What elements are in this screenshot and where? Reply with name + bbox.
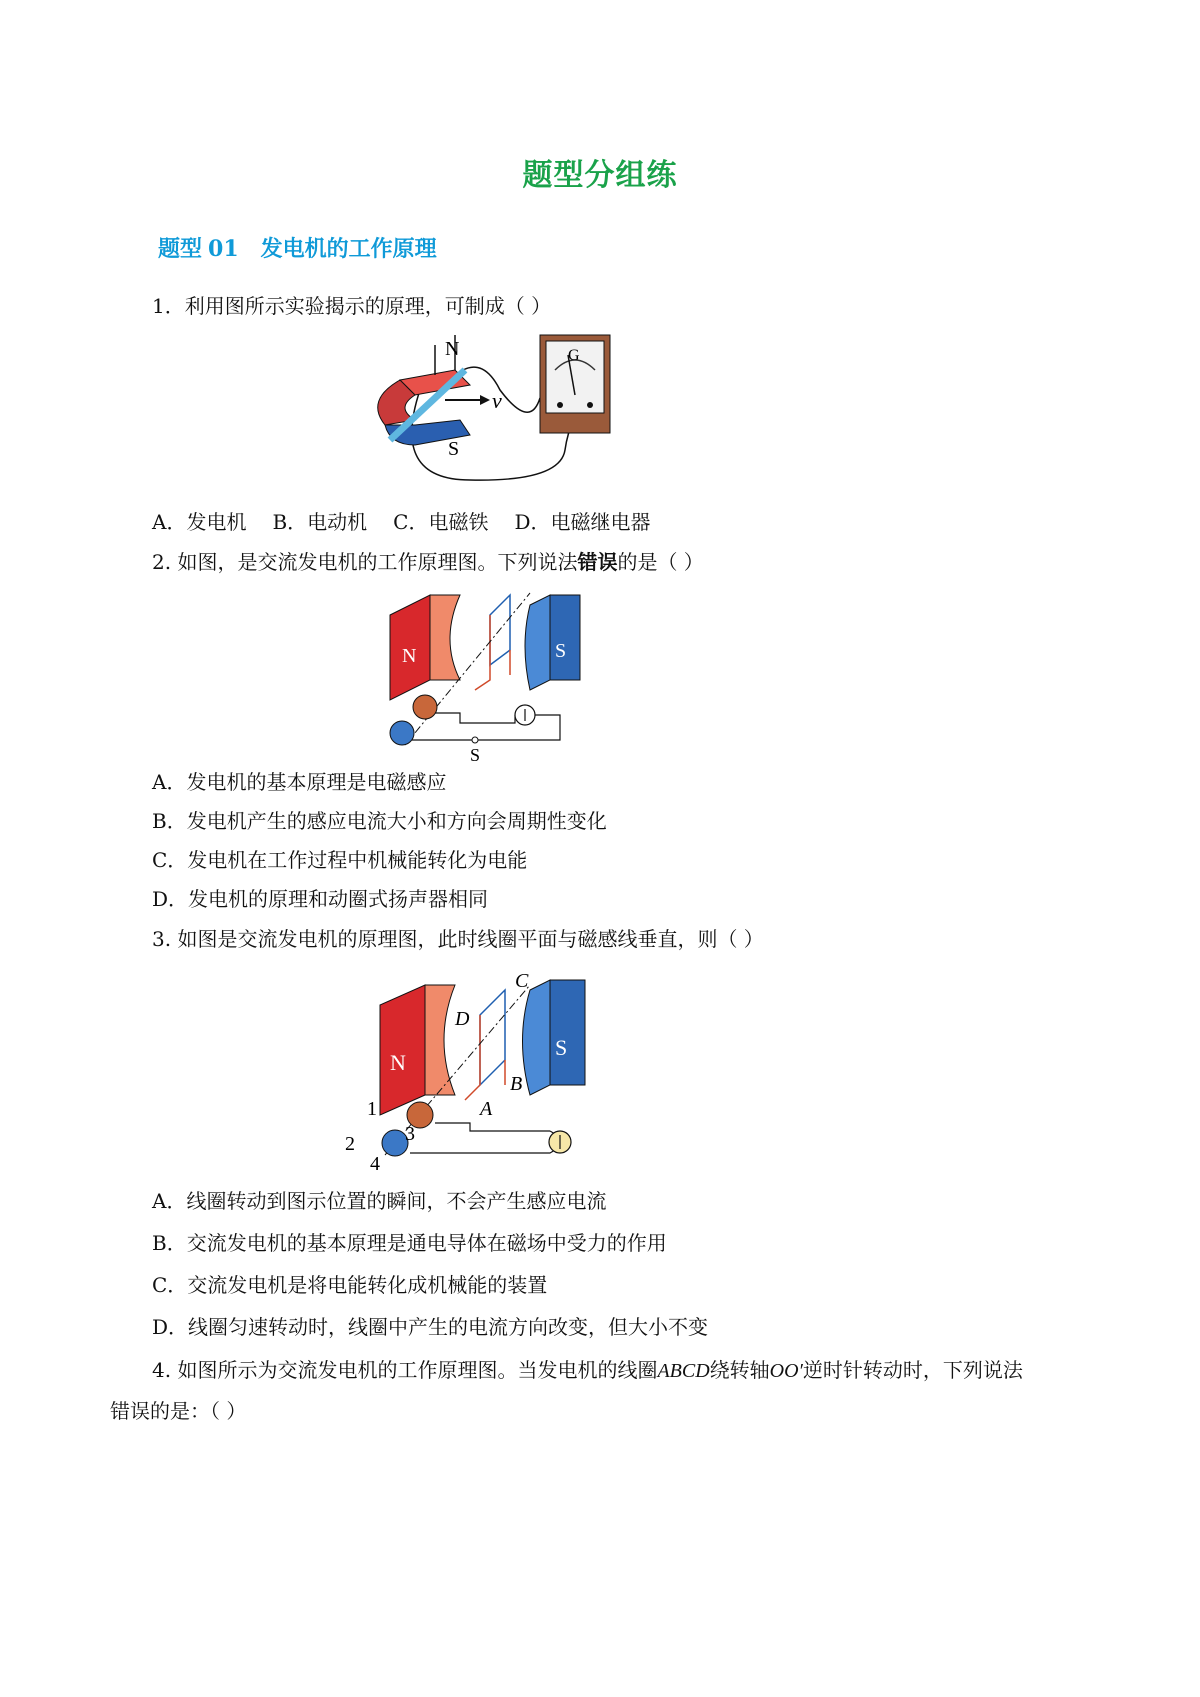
section-label: 题型	[158, 237, 203, 262]
q3-label-4: 4	[370, 1153, 380, 1175]
section-number: 01	[208, 236, 239, 262]
q2-option-c[interactable]: C．发电机在工作过程中机械能转化为电能	[152, 848, 528, 872]
q2-label-n: N	[402, 645, 417, 667]
q3-figure	[345, 965, 615, 1175]
q1-label-v: v	[492, 388, 502, 413]
q3-label-a: A	[480, 1098, 493, 1120]
q2-slip-ring-2	[390, 721, 414, 745]
q1-stem: 1．利用图所示实验揭示的原理，可制成（ ）	[152, 294, 552, 318]
q3-label-c: C	[515, 970, 529, 992]
q1-option-a[interactable]: A．发电机	[152, 510, 247, 534]
page-title: 题型分组练	[522, 158, 678, 193]
q2-label-s: S	[555, 640, 567, 662]
q3-label-1: 1	[367, 1098, 377, 1120]
q2-switch	[472, 737, 478, 743]
q3-label-d: D	[455, 1008, 470, 1030]
q2-stem-after: 的是（ ）	[617, 550, 704, 574]
q4-stem	[152, 1356, 1023, 1385]
q3-option-d[interactable]: D．线圈匀速转动时，线圈中产生的电流方向改变，但大小不变	[152, 1315, 709, 1339]
q2-stem-bold: 错误	[577, 550, 618, 574]
q1-arrow-head	[480, 395, 490, 405]
q1-options	[152, 508, 677, 536]
q1-option-c[interactable]: C．电磁铁	[393, 510, 489, 534]
q3-label-s: S	[555, 1035, 568, 1060]
q2-option-d[interactable]: D．发电机的原理和动圈式扬声器相同	[152, 887, 489, 911]
q1-label-g: G	[568, 347, 580, 364]
q4-stem-line2: 错误的是：（ ）	[110, 1399, 247, 1423]
q4-stem-part2: 绕转轴	[709, 1358, 770, 1382]
q3-wire-top	[435, 1123, 550, 1131]
q2-magnet-n-pole	[430, 595, 460, 680]
q3-option-a[interactable]: A．线圈转动到图示位置的瞬间，不会产生感应电流	[152, 1189, 607, 1213]
q3-magnet-s-pole	[523, 980, 551, 1095]
q2-figure	[380, 585, 610, 775]
q2-label-switch: S	[470, 745, 481, 765]
q2-stem	[152, 548, 704, 576]
q1-option-b[interactable]: B．电动机	[272, 510, 368, 534]
q3-coil-blue	[480, 990, 505, 1085]
q2-slip-ring-1	[413, 695, 437, 719]
q2-option-b[interactable]: B．发电机产生的感应电流大小和方向会周期性变化	[152, 809, 607, 833]
q1-option-d[interactable]: D．电磁继电器	[514, 510, 651, 534]
q2-coil-red	[475, 615, 510, 690]
q3-label-2: 2	[345, 1133, 355, 1155]
q3-coil-red	[465, 1015, 505, 1100]
q2-wire-bottom	[412, 715, 560, 740]
q2-wire-top	[435, 713, 515, 723]
q4-coil: ABCD	[657, 1360, 710, 1382]
q3-label-3: 3	[405, 1123, 415, 1145]
q4-stem-part1: 4. 如图所示为交流发电机的工作原理图。当发电机的线圈	[152, 1358, 658, 1382]
q3-option-b[interactable]: B．交流发电机的基本原理是通电导体在磁场中受力的作用	[152, 1231, 667, 1255]
section-title: 发电机的工作原理	[260, 237, 437, 262]
q3-label-n: N	[390, 1050, 406, 1075]
q3-label-b: B	[510, 1073, 523, 1095]
q4-axis: OO′	[769, 1360, 803, 1382]
q3-stem: 3. 如图是交流发电机的原理图，此时线圈平面与磁感线垂直，则（ ）	[152, 927, 764, 951]
q4-stem-part3: 逆时针转动时，下列说法	[802, 1358, 1023, 1382]
q1-terminal-1	[557, 402, 563, 408]
q3-option-c[interactable]: C．交流发电机是将电能转化成机械能的装置	[152, 1273, 548, 1297]
q2-magnet-s-face	[550, 595, 580, 680]
q1-label-n: N	[445, 338, 460, 360]
q1-figure	[360, 330, 620, 490]
q1-terminal-2	[587, 402, 593, 408]
q2-stem-before: 2. 如图，是交流发电机的工作原理图。下列说法	[152, 550, 578, 574]
q3-magnet-s-face	[550, 980, 585, 1085]
q3-wire-bottom	[410, 1131, 560, 1153]
q1-label-s: S	[448, 438, 460, 460]
section-heading	[158, 232, 437, 263]
q2-magnet-s-pole	[525, 595, 550, 690]
q2-option-a[interactable]: A．发电机的基本原理是电磁感应	[152, 770, 447, 794]
